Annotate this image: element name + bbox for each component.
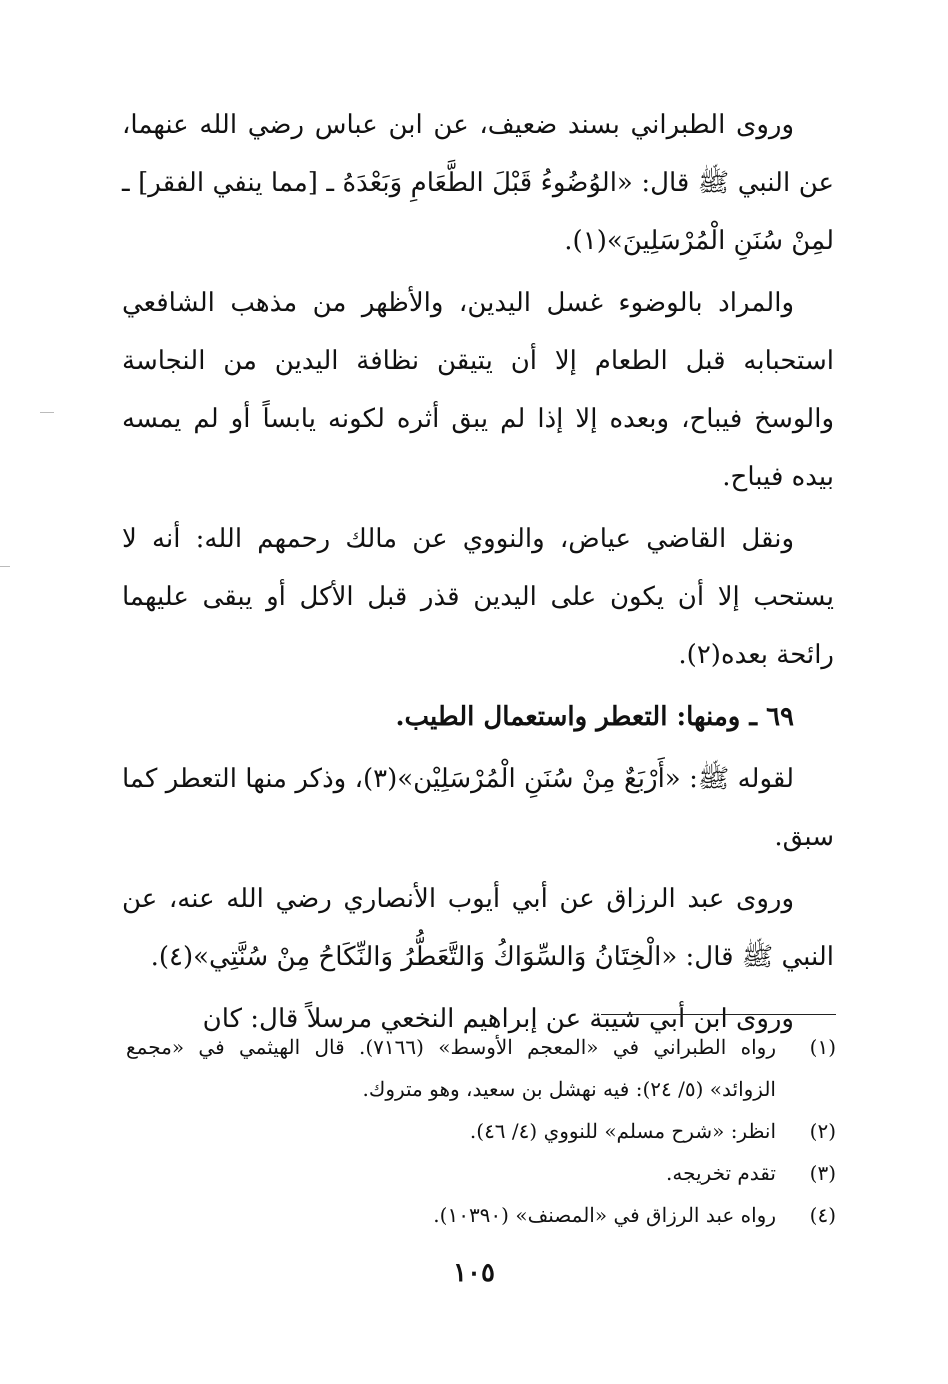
footnotes [126, 1026, 836, 1236]
footnote-text: انظر: «شرح مسلم» للنووي (٤/ ٤٦). [469, 1119, 776, 1143]
margin-mark-1 [40, 412, 54, 413]
paragraph-arba: لقوله ﷺ: «أَرْبَعٌ مِنْ سُنَنِ الْمُرْسَلِيْن»(٣)، وذكر منها التعطر كما سبق. [122, 764, 834, 852]
footnote-number: (٢) [809, 1119, 836, 1143]
footnote-text: تقدم تخريجه. [666, 1161, 776, 1185]
paragraph-tabarani: وروى الطبراني بسند ضعيف، عن ابن عباس رضي الله عنهما، عن النبي ﷺ قال: «الوُضُوءُ قَبْلَ الطَّعَامِ وَبَعْدَهُ ـ [مما ينفي الفقر] ـ لمِنْ سُنَنِ الْمُرْسَلِينَ»(١). [122, 110, 834, 256]
page-number: ١٠٥ [453, 1258, 495, 1288]
footnote-item [126, 1110, 836, 1152]
footnote-item [126, 1152, 836, 1194]
footnote-text: رواه عبد الرزاق في «المصنف» (١٠٣٩٠). [433, 1203, 776, 1227]
paragraph-abdulrazzaq: وروى عبد الرزاق عن أبي أيوب الأنصاري رضي الله عنه، عن النبي ﷺ قال: «الْخِتَانُ وَالسِّوَاكُ وَالتَّعَطُّرُ وَالنِّكَاحُ مِنْ سُنَّتِي»(٤). [122, 884, 834, 972]
paragraph-ibn-abi-shayba: وروى ابن أبي شيبة عن إبراهيم النخعي مرسلاً قال: كان [202, 1004, 794, 1034]
footnote-number: (١) [809, 1035, 836, 1059]
section-heading: ٦٩ ـ ومنها: التعطر واستعمال الطيب. [395, 702, 794, 732]
margin-mark-2 [0, 566, 10, 567]
footnote-number: (٣) [809, 1161, 836, 1185]
footnote-divider [601, 1014, 836, 1015]
page-body [122, 96, 834, 1052]
footnote-number: (٤) [809, 1203, 836, 1227]
paragraph-wudu-meaning: والمراد بالوضوء غسل اليدين، والأظهر من مذهب الشافعي استحبابه قبل الطعام إلا أن يتيقن نظافة اليدين من النجاسة والوسخ فيباح، وبعده إلا إذا لم يبق أثره لكونه يابساً أو لم يمسه بيده فيباح. [122, 288, 834, 492]
footnote-item [126, 1026, 836, 1110]
footnote-text: رواه الطبراني في «المعجم الأوسط» (٧١٦٦). قال الهيثمي في «مجمع الزوائد» (٥/ ٢٤): فيه نهشل بن سعيد، وهو متروك. [126, 1035, 776, 1101]
paragraph-qadi-iyad: ونقل القاضي عياض، والنووي عن مالك رحمهم الله: أنه لا يستحب إلا أن يكون على اليدين قذر قبل الأكل أو يبقى عليهما رائحة بعده(٢). [122, 524, 834, 670]
footnote-item [126, 1194, 836, 1236]
